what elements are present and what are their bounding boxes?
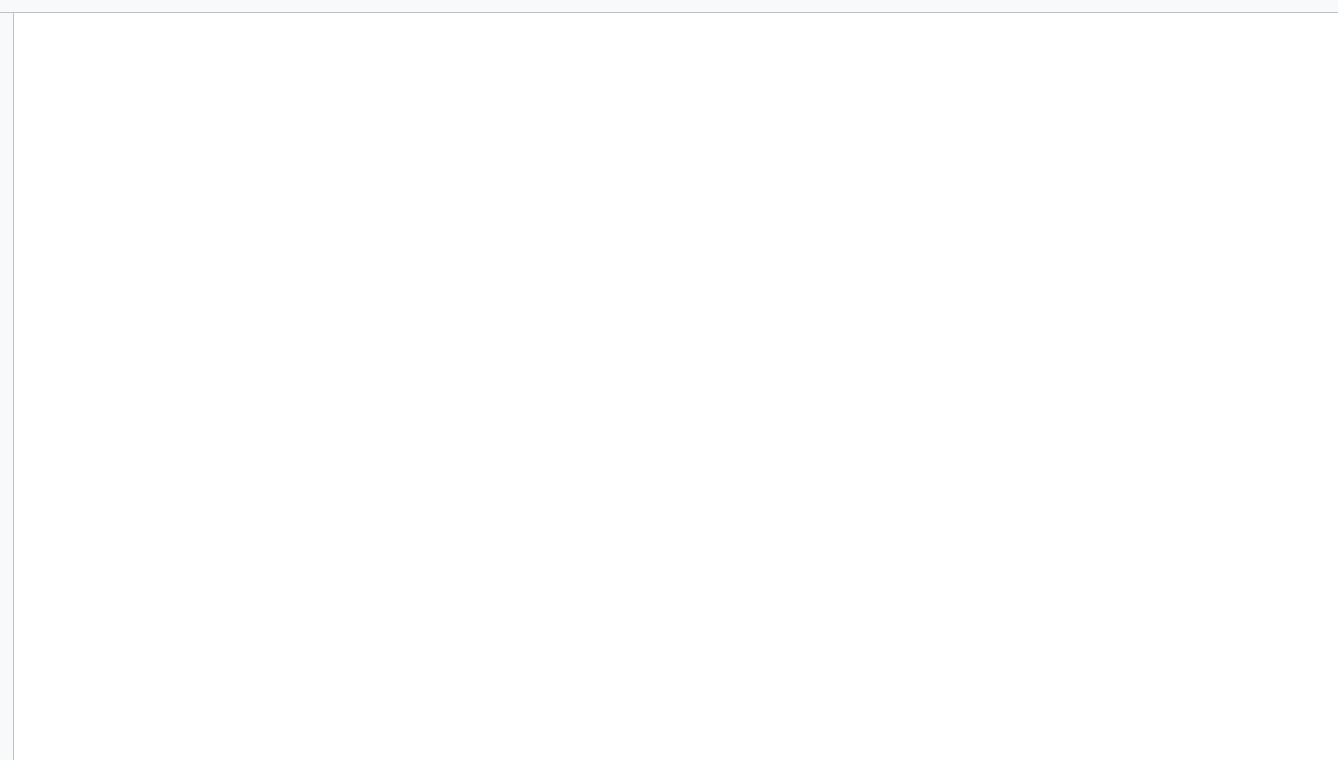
ecm-connector-diagram [910, 58, 1235, 312]
column-header-bar [0, 0, 1338, 13]
ecm-connector-image[interactable] [910, 58, 1235, 312]
row-header-strip [0, 13, 14, 760]
